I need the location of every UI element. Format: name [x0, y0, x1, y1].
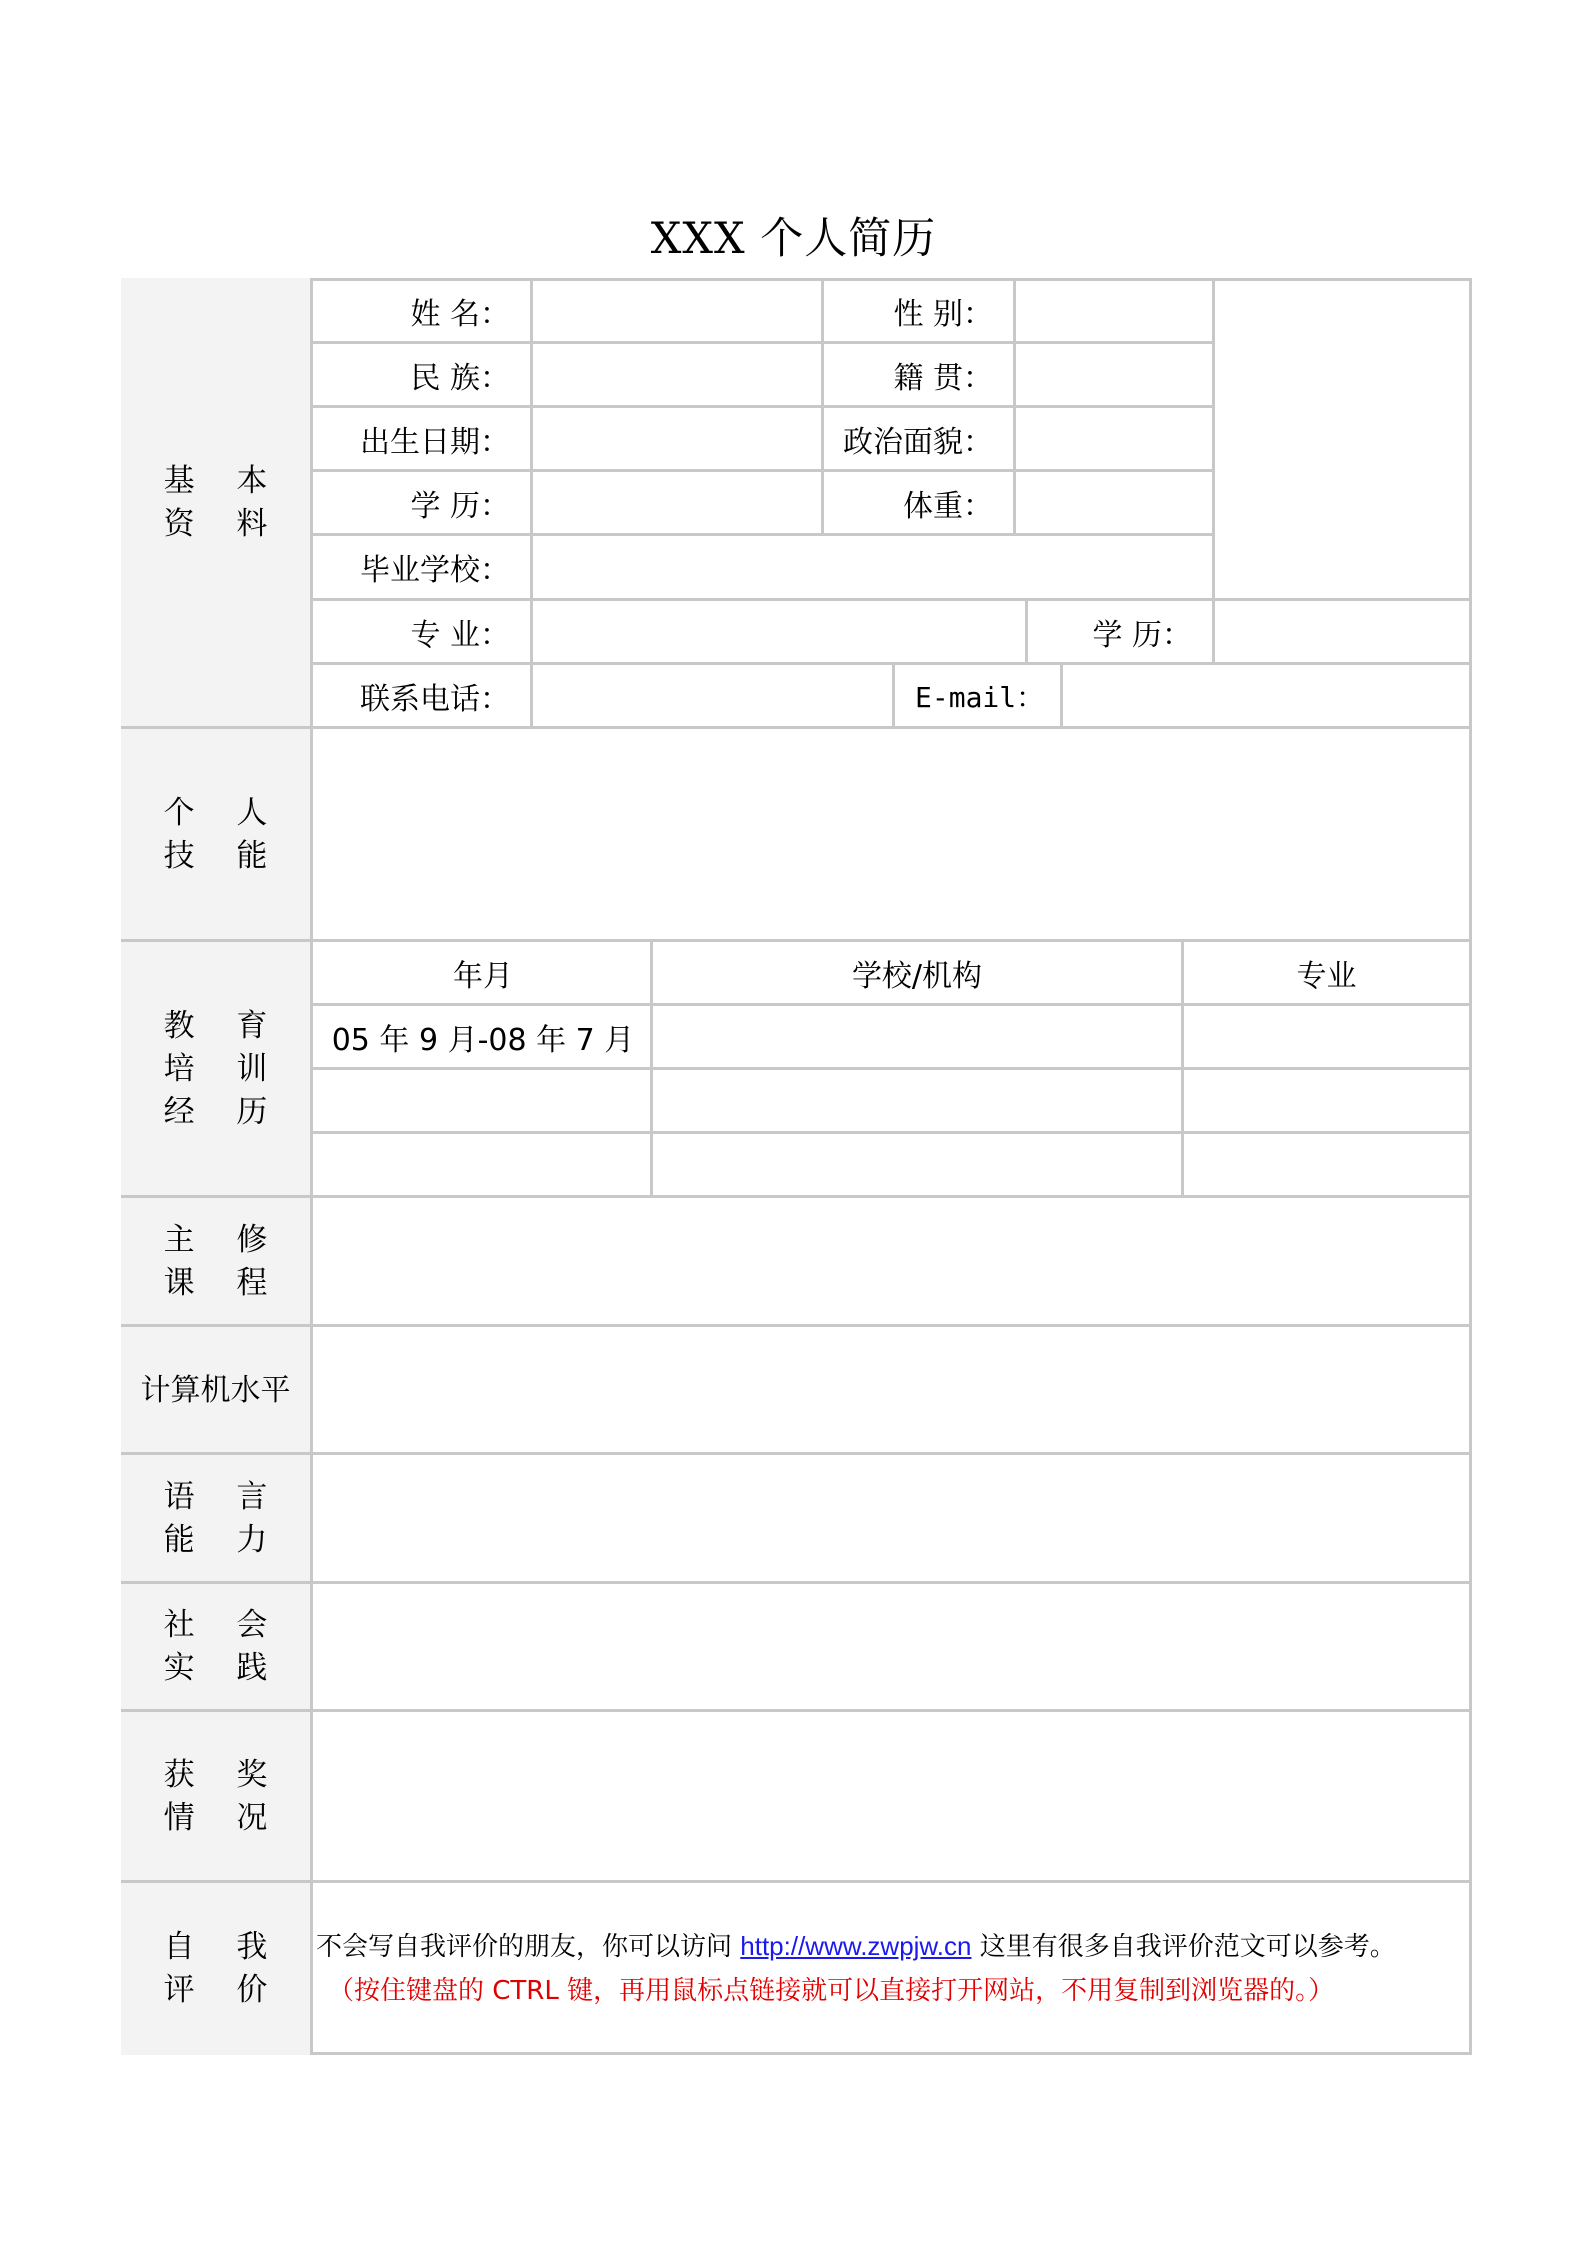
- section-label-education: 教 育 培 训 经 历: [163, 1007, 284, 1130]
- birth-date-label: 出生日期：: [360, 424, 510, 460]
- native-place-input[interactable]: [1016, 344, 1212, 405]
- email-input[interactable]: [1063, 665, 1469, 726]
- phone-label: 联系电话：: [360, 681, 510, 717]
- edu-row-1-major[interactable]: [1184, 1006, 1469, 1067]
- edu-row-3-school[interactable]: [653, 1134, 1181, 1195]
- section-computer: [121, 1326, 313, 1454]
- name-label: 姓 名：: [410, 297, 510, 332]
- section-self-eval: [121, 1882, 313, 2055]
- divider: [121, 1880, 1472, 1883]
- political-status-label: 政治面貌：: [843, 424, 993, 460]
- edu-row-1-date[interactable]: 05 年 9 月-08 年 7 月: [331, 1022, 635, 1058]
- major-label: 专 业：: [410, 617, 510, 653]
- birth-date-input[interactable]: [533, 408, 821, 469]
- edu-row-2-school[interactable]: [653, 1070, 1181, 1131]
- gender-label: 性 别：: [893, 297, 993, 332]
- edu-row-3-major[interactable]: [1184, 1134, 1469, 1195]
- zwpjw-link[interactable]: http://www.zwpjw.cn: [740, 1931, 972, 1961]
- section-awards: [121, 1711, 313, 1882]
- section-education: [121, 941, 313, 1197]
- section-label-practice: 社 会 实 践: [163, 1607, 284, 1686]
- edu-row-1-school[interactable]: [653, 1006, 1181, 1067]
- photo-box[interactable]: [1215, 281, 1469, 598]
- weight-label: 体重：: [903, 488, 993, 524]
- email-label: E-mail：: [915, 680, 1045, 714]
- school-input[interactable]: [533, 536, 1212, 598]
- page-title: XXX 个人简历: [650, 214, 937, 264]
- weight-input[interactable]: [1016, 472, 1212, 533]
- section-courses: [121, 1197, 313, 1326]
- edu-header-major: 专业: [1296, 958, 1357, 994]
- self-eval-line: [316, 1924, 1471, 1969]
- name-input[interactable]: [533, 281, 821, 341]
- section-practice: [121, 1583, 313, 1711]
- section-skills: [121, 728, 313, 941]
- edu-row-2-date[interactable]: [316, 1070, 650, 1131]
- section-label-self-eval: 自 我 评 价: [163, 1928, 284, 2008]
- ethnicity-input[interactable]: [533, 344, 821, 405]
- section-label-skills: 个 人 技 能: [163, 794, 284, 874]
- edu-header-school: 学校/机构: [851, 958, 983, 994]
- section-label-computer: 计算机水平: [140, 1372, 291, 1408]
- degree-input[interactable]: [533, 472, 821, 533]
- practice-input[interactable]: [316, 1584, 1469, 1709]
- section-label-basic: 基 本 资 料: [163, 463, 284, 542]
- awards-input[interactable]: [316, 1712, 1469, 1880]
- skills-input[interactable]: [316, 729, 1469, 939]
- political-status-input[interactable]: [1016, 408, 1212, 469]
- degree2-input[interactable]: [1215, 601, 1469, 662]
- self-eval-content[interactable]: [316, 1924, 1471, 2013]
- ctrl-click-note: （按住键盘的 CTRL 键，再用鼠标点链接就可以直接打开网站，不用复制到浏览器的。）: [328, 1976, 1335, 2006]
- self-eval-text-before: 不会写自我评价的朋友，你可以访问: [316, 1932, 741, 1962]
- language-input[interactable]: [316, 1455, 1469, 1581]
- school-label: 毕业学校：: [360, 553, 510, 588]
- section-basic-info: [121, 278, 313, 728]
- native-place-label: 籍 贯：: [893, 360, 993, 396]
- degree-label: 学 历：: [410, 488, 510, 524]
- edu-row-3-date[interactable]: [316, 1134, 650, 1195]
- major-input[interactable]: [533, 601, 1025, 662]
- edu-row-2-major[interactable]: [1184, 1070, 1469, 1131]
- ethnicity-label: 民 族：: [410, 360, 510, 396]
- gender-input[interactable]: [1016, 281, 1212, 341]
- degree2-label: 学 历：: [1092, 617, 1192, 653]
- courses-input[interactable]: [316, 1198, 1469, 1324]
- section-label-language: 语 言 能 力: [163, 1478, 284, 1558]
- section-language: [121, 1454, 313, 1583]
- section-label-courses: 主 修 课 程: [163, 1221, 284, 1301]
- section-label-awards: 获 奖 情 况: [163, 1756, 284, 1836]
- edu-header-date: 年月: [453, 958, 513, 994]
- phone-input[interactable]: [533, 665, 892, 726]
- self-eval-text-after: 这里有很多自我评价范文可以参考。: [971, 1932, 1396, 1962]
- computer-input[interactable]: [316, 1327, 1469, 1452]
